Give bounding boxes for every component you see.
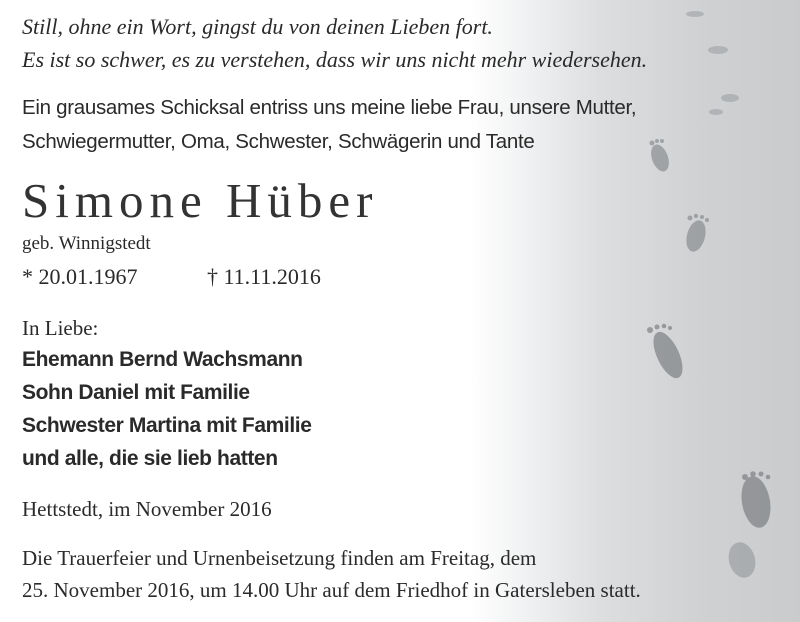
death-date: † 11.11.2016 xyxy=(207,264,321,289)
poem-line-2: Es ist so schwer, es zu verstehen, dass wir uns nicht mehr wiedersehen. xyxy=(22,47,648,72)
maiden-name: geb. Winnigstedt xyxy=(22,233,151,254)
mourner-1: Ehemann Bernd Wachsmann xyxy=(22,348,303,371)
funeral-line-1: Die Trauerfeier und Urnenbeisetzung finden am Freitag, dem xyxy=(22,546,537,570)
birth-date: * 20.01.1967 xyxy=(22,264,138,289)
poem-line-1: Still, ohne ein Wort, gingst du von deinen Lieben fort. xyxy=(22,14,493,39)
intro-line-2: Schwiegermutter, Oma, Schwester, Schwägerin und Tante xyxy=(22,130,535,153)
mourner-2: Sohn Daniel mit Familie xyxy=(22,381,250,404)
mourner-4: und alle, die sie lieb hatten xyxy=(22,447,278,470)
deceased-name: Simone Hüber xyxy=(22,173,379,228)
life-dates xyxy=(22,264,522,290)
place-date: Hettstedt, im November 2016 xyxy=(22,497,272,521)
mourners-heading: In Liebe: xyxy=(22,316,99,340)
mourner-3: Schwester Martina mit Familie xyxy=(22,414,312,437)
funeral-line-2: 25. November 2016, um 14.00 Uhr auf dem Friedhof in Gatersleben statt. xyxy=(22,578,641,602)
intro-line-1: Ein grausames Schicksal entriss uns meine liebe Frau, unsere Mutter, xyxy=(22,96,637,119)
